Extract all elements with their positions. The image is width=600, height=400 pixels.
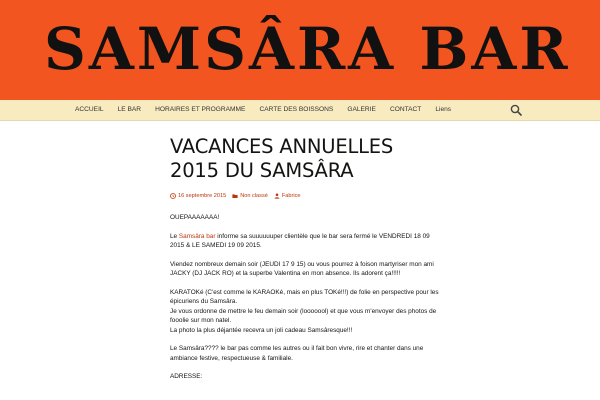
- post-body: [170, 213, 440, 382]
- post-author[interactable]: [274, 193, 301, 199]
- nav-menu: [68, 100, 458, 120]
- post-meta: [170, 193, 440, 199]
- paragraph-closure-post: informe sa suuuuuuper clientèle que le bar sera fermé le VENDREDI 18 09 2015 & LE SAMEDI 19 09 2015.: [170, 232, 430, 249]
- paragraph-closure: [170, 232, 440, 251]
- user-icon: [274, 193, 280, 199]
- paragraph-closure-pre: Le: [170, 232, 179, 240]
- search-icon[interactable]: [510, 104, 522, 116]
- site-title[interactable]: SAMSÂRA BAR: [44, 15, 571, 83]
- paragraph-about: Le Samsâra???? le bar pas comme les autres ou il fait bon vivre, rire et chanter dans une ambiance festive, respectueuse & familiale.: [170, 345, 424, 362]
- nav-item-accueil[interactable]: ACCUEIL: [75, 106, 104, 113]
- post-author-label[interactable]: Fabrice: [281, 193, 301, 199]
- nav-item-le-bar[interactable]: LE BAR: [117, 106, 142, 113]
- paragraph-invite: Viendez nombreux demain soir (JEUDI 17 9 15) ou vous pourrez à foison martyriser mon ami JACKY (DJ JACK RO) et la superbe Valentina en mon absence. Ils adorent ça!!!!!: [170, 260, 434, 277]
- post-category[interactable]: [232, 193, 268, 199]
- karatoke-line-2: Je vous ordonne de mettre le feu demain soir (looooool) et que vous m'envoyer des photos de fooolie sur mon natel.: [170, 307, 437, 324]
- nav-item-carte[interactable]: CARTE DES BOISSONS: [259, 106, 334, 113]
- post-date-label[interactable]: 16 septembre 2015: [178, 193, 227, 199]
- nav-item-liens[interactable]: Liens: [435, 106, 452, 113]
- samsara-bar-link[interactable]: Samsâra bar: [178, 232, 216, 240]
- paragraph-address: ADRESSE:: [170, 373, 203, 380]
- post-title[interactable]: VACANCES ANNUELLES 2015 DU SAMSÂRA: [170, 135, 394, 182]
- main-content: [0, 121, 600, 400]
- folder-icon: [232, 193, 238, 199]
- post-article: [170, 135, 440, 391]
- paragraph-intro: OUEPAAAAAAA!: [170, 214, 220, 221]
- main-navigation: [0, 100, 600, 121]
- paragraph-karatoke: [170, 288, 440, 336]
- nav-item-contact[interactable]: CONTACT: [389, 106, 422, 113]
- post-category-label[interactable]: Non classé: [240, 193, 268, 199]
- karatoke-line-3: La photo la plus déjantée recevra un joli cadeau Samsâresque!!!: [170, 326, 353, 334]
- karatoke-line-1: KARATOKé (C'est comme le KARAOKé, mais en plus TOKé!!!) de folie en perspective pour les épicuriens du Samsâra.: [170, 288, 439, 305]
- nav-item-galerie[interactable]: GALERIE: [347, 106, 376, 113]
- nav-item-horaires[interactable]: HORAIRES ET PROGRAMME: [155, 106, 246, 113]
- post-date[interactable]: [170, 193, 226, 199]
- site-header: [0, 0, 600, 100]
- clock-icon: [170, 193, 176, 199]
